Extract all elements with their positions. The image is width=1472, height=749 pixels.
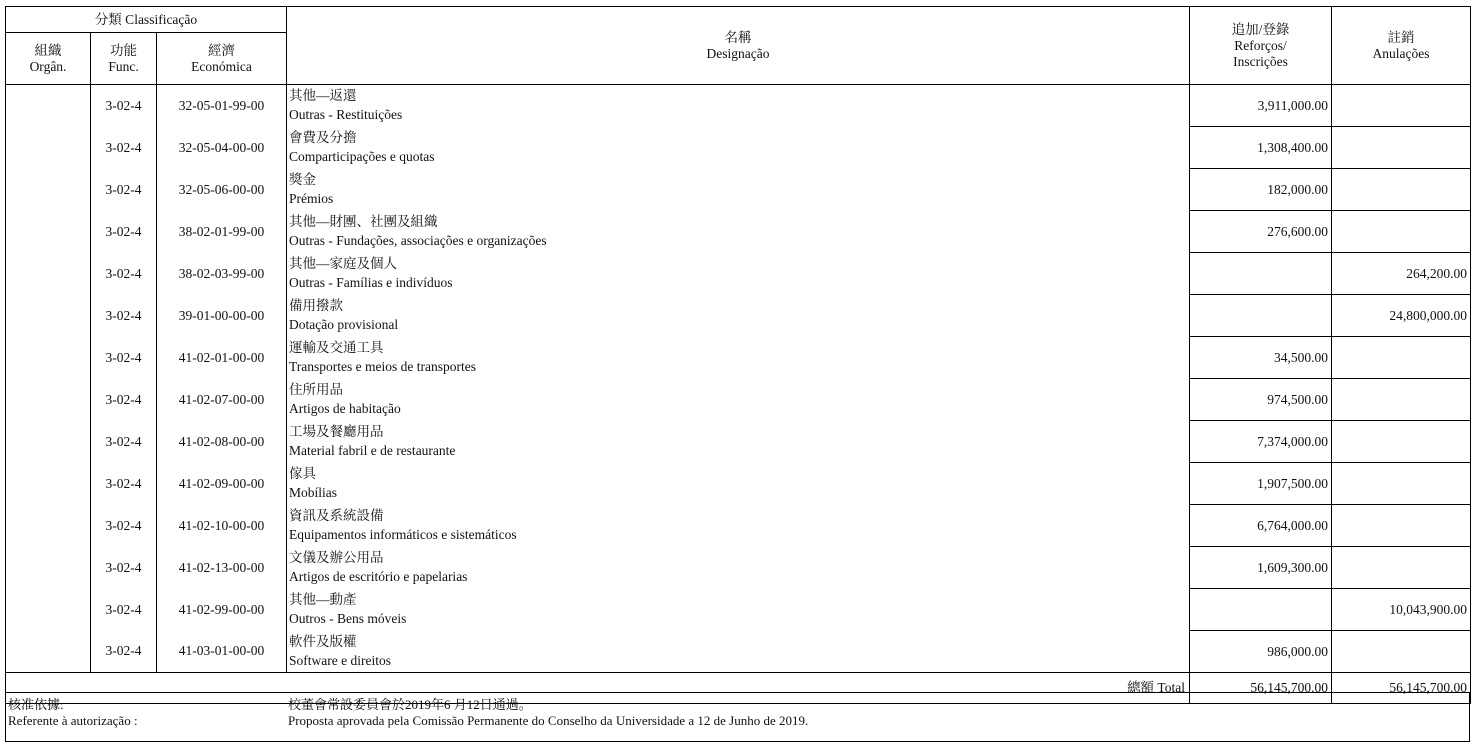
designation-zh: 運輸及交通工具 <box>289 339 384 355</box>
total-cancellation: 56,145,700.00 <box>1332 673 1471 704</box>
cancellation-amount <box>1332 337 1471 379</box>
econ-header-pt: Económica <box>191 58 252 74</box>
designation-pt: Software e direitos <box>289 652 391 668</box>
econ-code-cell: 41-03-01-00-00 <box>157 631 287 673</box>
func-header-pt: Func. <box>108 58 139 74</box>
designation-zh: 會費及分擔 <box>289 129 357 145</box>
total-reinforcement: 56,145,700.00 <box>1190 673 1332 704</box>
cancellation-amount: 24,800,000.00 <box>1332 295 1471 337</box>
designation-pt: Outros - Bens móveis <box>289 610 407 626</box>
table-row <box>6 589 1471 631</box>
designation-cell <box>287 463 1190 505</box>
designation-cell <box>287 253 1190 295</box>
designation-header <box>287 7 1190 85</box>
func-code-cell: 3-02-4 <box>91 379 157 421</box>
cancellation-amount: 264,200.00 <box>1332 253 1471 295</box>
reinforcement-amount: 1,308,400.00 <box>1190 127 1332 169</box>
table-row <box>6 169 1471 211</box>
designation-pt: Equipamentos informáticos e sistemáticos <box>289 526 517 542</box>
designation-pt: Comparticipações e quotas <box>289 148 435 164</box>
classification-header: 分類 Classificação <box>6 7 287 33</box>
organ-cell <box>6 253 91 295</box>
reinforcements-header-pt1: Reforços/ <box>1234 37 1287 53</box>
organ-cell <box>6 337 91 379</box>
func-code-cell: 3-02-4 <box>91 85 157 127</box>
cancellation-amount <box>1332 169 1471 211</box>
econ-code-cell: 38-02-01-99-00 <box>157 211 287 253</box>
table-row <box>6 379 1471 421</box>
authorization-label-pt: Referente à autorização : <box>8 713 138 728</box>
designation-cell <box>287 295 1190 337</box>
designation-zh: 傢具 <box>289 465 316 481</box>
designation-zh: 住所用品 <box>289 381 343 397</box>
designation-cell <box>287 211 1190 253</box>
econ-code-cell: 41-02-01-00-00 <box>157 337 287 379</box>
designation-zh: 獎金 <box>289 171 316 187</box>
reinforcement-amount: 1,609,300.00 <box>1190 547 1332 589</box>
table-row <box>6 127 1471 169</box>
organ-cell <box>6 589 91 631</box>
authorization-text-zh: 校董會常設委員會於2019年6 月12日通過。 <box>288 697 532 712</box>
designation-pt: Mobílias <box>289 484 338 500</box>
designation-zh: 其他—動產 <box>289 591 357 607</box>
designation-cell <box>287 421 1190 463</box>
cancellation-amount <box>1332 211 1471 253</box>
func-code-cell: 3-02-4 <box>91 211 157 253</box>
cancellation-amount <box>1332 631 1471 673</box>
cancellations-header-pt: Anulações <box>1372 45 1430 61</box>
designation-cell <box>287 631 1190 673</box>
designation-zh: 軟件及版權 <box>289 633 357 649</box>
reinforcement-amount: 182,000.00 <box>1190 169 1332 211</box>
reinforcement-amount <box>1190 253 1332 295</box>
func-code-cell: 3-02-4 <box>91 169 157 211</box>
designation-pt: Outras - Fundações, associações e organizações <box>289 232 547 248</box>
organ-cell <box>6 421 91 463</box>
func-code-cell: 3-02-4 <box>91 253 157 295</box>
table-row <box>6 85 1471 127</box>
reinforcements-header-zh: 追加/登錄 <box>1231 21 1290 37</box>
organ-cell <box>6 505 91 547</box>
designation-pt: Artigos de habitação <box>289 400 401 416</box>
budget-rows <box>6 85 1471 673</box>
designation-zh: 其他—財團、社團及組織 <box>289 213 438 229</box>
func-code-cell: 3-02-4 <box>91 295 157 337</box>
cancellations-header-zh: 註銷 <box>1387 29 1415 45</box>
reinforcements-header <box>1190 7 1332 85</box>
designation-zh: 其他—返還 <box>289 88 357 103</box>
econ-code-cell: 41-02-08-00-00 <box>157 421 287 463</box>
designation-cell <box>287 547 1190 589</box>
func-code-cell: 3-02-4 <box>91 505 157 547</box>
organ-cell <box>6 295 91 337</box>
designation-cell <box>287 505 1190 547</box>
organ-cell <box>6 85 91 127</box>
organ-header <box>6 33 91 85</box>
cancellation-amount <box>1332 421 1471 463</box>
designation-zh: 工場及餐廳用品 <box>289 423 384 439</box>
authorization-label <box>8 697 138 729</box>
reinforcement-amount: 6,764,000.00 <box>1190 505 1332 547</box>
organ-cell <box>6 127 91 169</box>
econ-code-cell: 38-02-03-99-00 <box>157 253 287 295</box>
designation-pt: Material fabril e de restaurante <box>289 442 456 458</box>
econ-code-cell: 41-02-99-00-00 <box>157 589 287 631</box>
organ-cell <box>6 547 91 589</box>
designation-header-pt: Designação <box>706 45 770 61</box>
designation-cell <box>287 127 1190 169</box>
cancellation-amount <box>1332 85 1471 127</box>
reinforcements-header-pt2: Inscrições <box>1233 53 1288 69</box>
econ-code-cell: 32-05-04-00-00 <box>157 127 287 169</box>
econ-header-zh: 經濟 <box>208 42 235 58</box>
table-row <box>6 463 1471 505</box>
reinforcement-amount: 276,600.00 <box>1190 211 1332 253</box>
designation-pt: Prémios <box>289 190 334 206</box>
designation-cell <box>287 379 1190 421</box>
cancellation-amount: 10,043,900.00 <box>1332 589 1471 631</box>
table-row <box>6 421 1471 463</box>
reinforcement-amount <box>1190 295 1332 337</box>
designation-cell <box>287 337 1190 379</box>
cancellations-header <box>1332 7 1471 85</box>
func-header <box>91 33 157 85</box>
designation-header-zh: 名稱 <box>724 29 752 45</box>
authorization-label-zh: 核准依據: <box>8 697 64 712</box>
authorization-box <box>5 692 1470 742</box>
designation-pt: Transportes e meios de transportes <box>289 358 476 374</box>
reinforcement-amount: 34,500.00 <box>1190 337 1332 379</box>
table-row <box>6 337 1471 379</box>
econ-code-cell: 39-01-00-00-00 <box>157 295 287 337</box>
table-row <box>6 211 1471 253</box>
organ-cell <box>6 631 91 673</box>
cancellation-amount <box>1332 547 1471 589</box>
reinforcement-amount: 974,500.00 <box>1190 379 1332 421</box>
designation-zh: 資訊及系統設備 <box>289 507 384 523</box>
cancellation-amount <box>1332 505 1471 547</box>
authorization-text <box>288 697 808 729</box>
authorization-text-pt: Proposta aprovada pela Comissão Permanente do Conselho da Universidade a 12 de Junho de 2019. <box>288 713 809 728</box>
func-code-cell: 3-02-4 <box>91 589 157 631</box>
func-code-cell: 3-02-4 <box>91 463 157 505</box>
reinforcement-amount <box>1190 589 1332 631</box>
table-row <box>6 253 1471 295</box>
func-code-cell: 3-02-4 <box>91 421 157 463</box>
budget-table <box>5 6 1471 704</box>
cancellation-amount <box>1332 127 1471 169</box>
organ-cell <box>6 211 91 253</box>
func-code-cell: 3-02-4 <box>91 631 157 673</box>
reinforcement-amount: 3,911,000.00 <box>1190 85 1332 127</box>
reinforcement-amount: 7,374,000.00 <box>1190 421 1332 463</box>
cancellation-amount <box>1332 463 1471 505</box>
table-row <box>6 505 1471 547</box>
organ-header-zh: 組織 <box>34 42 62 58</box>
designation-pt: Dotação provisional <box>289 316 399 332</box>
cancellation-amount <box>1332 379 1471 421</box>
econ-code-cell: 41-02-10-00-00 <box>157 505 287 547</box>
organ-cell <box>6 463 91 505</box>
designation-zh: 備用撥款 <box>289 297 343 313</box>
designation-pt: Outras - Restituições <box>289 107 403 122</box>
reinforcement-amount: 1,907,500.00 <box>1190 463 1332 505</box>
designation-pt: Artigos de escritório e papelarias <box>289 568 468 584</box>
table-row <box>6 547 1471 589</box>
econ-code-cell: 32-05-06-00-00 <box>157 169 287 211</box>
econ-code-cell: 41-02-09-00-00 <box>157 463 287 505</box>
designation-cell <box>287 589 1190 631</box>
econ-code-cell: 41-02-07-00-00 <box>157 379 287 421</box>
reinforcement-amount: 986,000.00 <box>1190 631 1332 673</box>
designation-cell <box>287 85 1190 127</box>
func-code-cell: 3-02-4 <box>91 337 157 379</box>
designation-zh: 文儀及辦公用品 <box>289 549 384 565</box>
table-row <box>6 631 1471 673</box>
econ-header <box>157 33 287 85</box>
func-code-cell: 3-02-4 <box>91 127 157 169</box>
organ-cell <box>6 169 91 211</box>
econ-code-cell: 41-02-13-00-00 <box>157 547 287 589</box>
organ-cell <box>6 379 91 421</box>
designation-zh: 其他—家庭及個人 <box>289 255 397 271</box>
organ-header-pt: Orgân. <box>29 58 67 74</box>
designation-cell <box>287 169 1190 211</box>
func-header-zh: 功能 <box>110 42 137 58</box>
func-code-cell: 3-02-4 <box>91 547 157 589</box>
total-label: 總額 Total <box>287 673 1190 704</box>
econ-code-cell: 32-05-01-99-00 <box>157 85 287 127</box>
designation-pt: Outras - Famílias e indivíduos <box>289 274 453 290</box>
table-row <box>6 295 1471 337</box>
budget-sheet <box>5 6 1470 744</box>
